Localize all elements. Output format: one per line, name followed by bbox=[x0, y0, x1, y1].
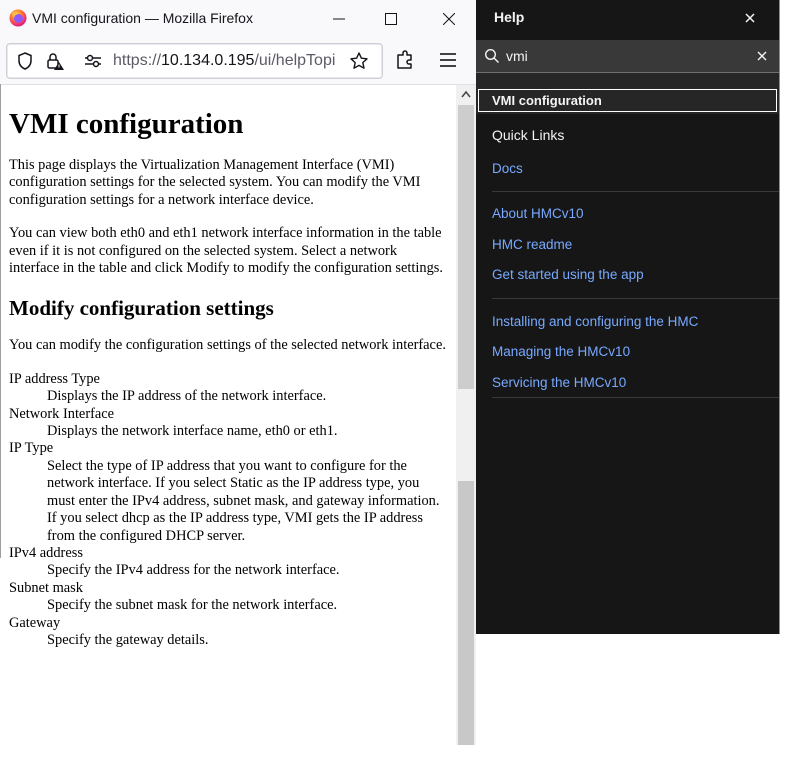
help-link-installing[interactable]: Installing and configuring the HMC bbox=[492, 314, 699, 329]
definition-desc: Specify the gateway details. bbox=[47, 631, 209, 648]
firefox-logo-icon bbox=[9, 9, 27, 27]
help-link-servicing[interactable]: Servicing the HMCv10 bbox=[492, 375, 627, 390]
help-header bbox=[476, 0, 779, 40]
search-icon bbox=[484, 48, 500, 64]
help-close-button[interactable] bbox=[738, 6, 762, 30]
help-title: Help bbox=[494, 9, 525, 25]
url-scheme: https:// bbox=[113, 52, 162, 69]
search-result-item[interactable]: VMI configuration bbox=[478, 89, 777, 112]
help-link-get-started[interactable]: Get started using the app bbox=[492, 267, 644, 282]
divider bbox=[492, 298, 779, 299]
vertical-scrollbar[interactable] bbox=[456, 85, 476, 745]
definition-term: IPv4 address bbox=[9, 544, 83, 561]
lock-warning-icon[interactable] bbox=[45, 51, 65, 71]
minimize-icon bbox=[333, 13, 345, 25]
help-links-section bbox=[476, 114, 779, 634]
url-text[interactable] bbox=[113, 52, 345, 70]
definition-desc: Displays the network interface name, eth0 or eth1. bbox=[47, 423, 338, 440]
scrollbar-thumb[interactable] bbox=[458, 105, 474, 389]
definition-desc: Specify the IPv4 address for the network interface. bbox=[47, 562, 340, 579]
help-panel bbox=[476, 0, 779, 634]
star-icon[interactable] bbox=[349, 51, 369, 71]
page-content bbox=[0, 85, 456, 762]
scroll-up-button[interactable] bbox=[456, 85, 476, 103]
help-document bbox=[9, 85, 449, 649]
intro-paragraph-2: You can view both eth0 and eth1 network interface information in the table even if it is not configured on the selected system. Select a network interface in the table and click Modify to modify the configuration settings. bbox=[9, 225, 443, 277]
hamburger-menu-icon[interactable] bbox=[437, 49, 459, 71]
help-search-box bbox=[476, 40, 779, 73]
definition-desc: Displays the IP address of the network interface. bbox=[47, 388, 327, 405]
definition-term: Subnet mask bbox=[9, 579, 83, 596]
maximize-button[interactable] bbox=[368, 4, 414, 34]
help-panel-border bbox=[779, 0, 780, 634]
close-icon bbox=[745, 13, 755, 23]
url-host: 10.134.0.195 bbox=[161, 52, 255, 69]
help-link-docs[interactable]: Docs bbox=[492, 161, 523, 176]
puzzle-icon[interactable] bbox=[394, 49, 416, 71]
section-intro: You can modify the configuration settings of the selected network interface. bbox=[9, 337, 446, 354]
quick-links-heading: Quick Links bbox=[492, 127, 565, 143]
definition-list bbox=[9, 371, 449, 650]
title-bar bbox=[0, 0, 476, 38]
scrollbar-track[interactable] bbox=[458, 481, 474, 745]
definition-desc: Specify the subnet mask for the network interface. bbox=[47, 597, 338, 614]
close-icon bbox=[757, 51, 767, 61]
definition-term: Gateway bbox=[9, 614, 61, 631]
permissions-icon[interactable] bbox=[83, 51, 103, 71]
window-title: VMI configuration — Mozilla Firefox bbox=[32, 10, 253, 26]
clear-search-button[interactable] bbox=[752, 46, 772, 66]
help-link-managing[interactable]: Managing the HMCv10 bbox=[492, 344, 631, 359]
shield-icon[interactable] bbox=[15, 51, 35, 71]
maximize-icon bbox=[385, 13, 397, 25]
divider bbox=[492, 397, 779, 398]
url-bar[interactable] bbox=[6, 43, 383, 79]
navigation-toolbar bbox=[0, 38, 476, 85]
definition-desc: Select the type of IP address that you want to configure for the network interface. If you select Static as the IP address type, you must enter the IPv4 address, subnet mask, and gateway information. If you select dhcp as the IP address type, VMI gets the IP address from the configured DHCP server. bbox=[47, 457, 440, 544]
url-path: /ui/helpTopi bbox=[254, 52, 336, 69]
close-icon bbox=[443, 13, 455, 25]
help-search-input[interactable] bbox=[506, 46, 746, 66]
minimize-button[interactable] bbox=[316, 4, 362, 34]
chevron-up-icon bbox=[461, 90, 471, 98]
intro-paragraph-1: This page displays the Virtualization Management Interface (VMI) configuration settings for the selected system. You can modify the VMI configuration settings for a network interface device. bbox=[9, 157, 421, 208]
section-title: Modify configuration settings bbox=[9, 296, 274, 321]
definition-term: Network Interface bbox=[9, 405, 115, 422]
help-link-readme[interactable]: HMC readme bbox=[492, 237, 573, 252]
page-title: VMI configuration bbox=[9, 108, 244, 140]
divider bbox=[492, 191, 779, 192]
definition-term: IP address Type bbox=[9, 370, 100, 387]
definition-term: IP Type bbox=[9, 440, 54, 457]
help-link-about[interactable]: About HMCv10 bbox=[492, 206, 584, 221]
close-window-button[interactable] bbox=[426, 4, 472, 34]
